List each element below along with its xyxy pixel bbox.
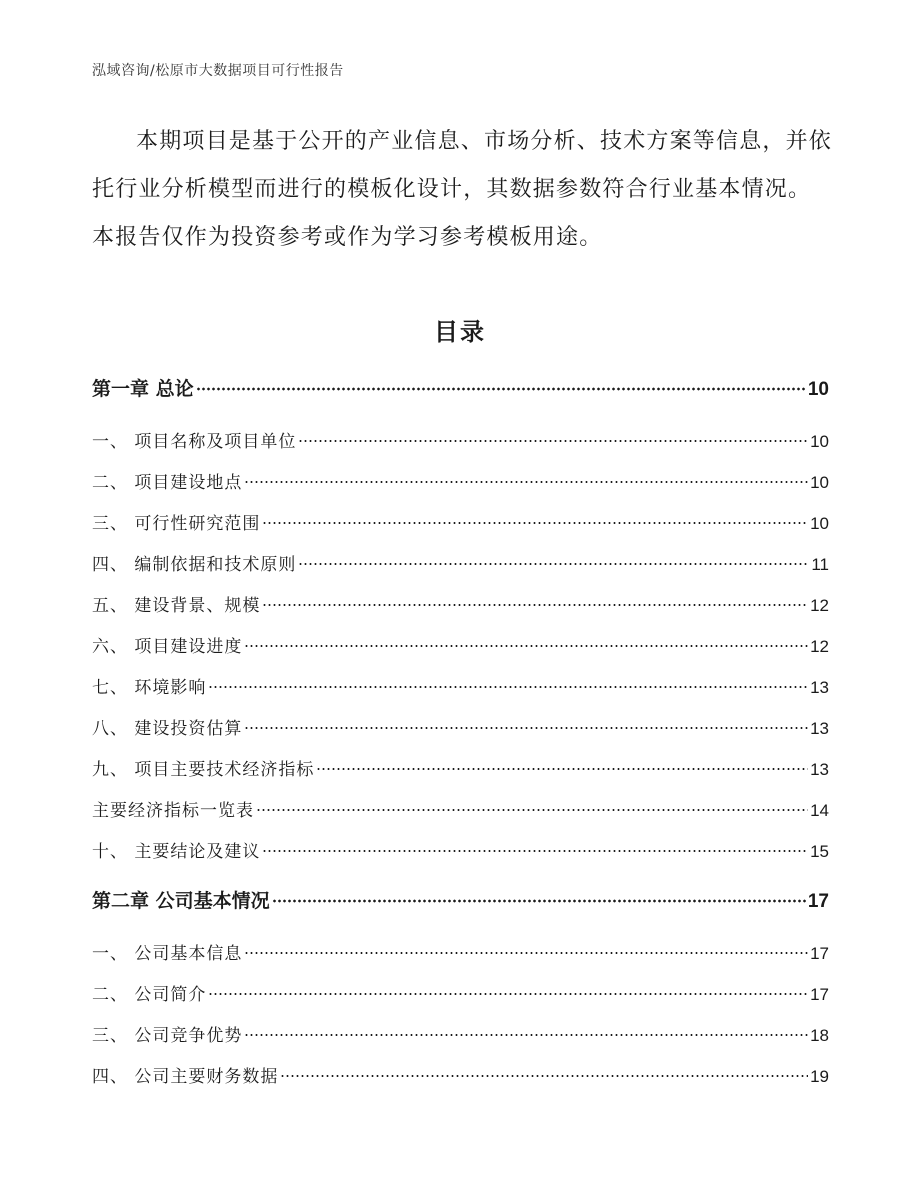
toc-leader-dots: [244, 644, 808, 648]
toc-leader-dots: [208, 992, 808, 996]
toc-entry-page: 19: [810, 1067, 829, 1086]
toc-entry-label: 第一章 总论: [92, 378, 194, 400]
toc-leader-dots: [298, 562, 809, 566]
toc-entry-label: 七、 环境影响: [92, 678, 207, 698]
toc-entry[interactable]: [92, 427, 829, 452]
toc-entry-label: 四、 公司主要财务数据: [92, 1067, 279, 1087]
toc-leader-dots: [244, 951, 808, 955]
toc-entry-label: 一、 公司基本信息: [92, 944, 243, 964]
toc-entry-label: 三、 可行性研究范围: [92, 514, 261, 534]
toc-entry[interactable]: [92, 550, 829, 575]
toc-entry[interactable]: [92, 1021, 829, 1046]
page-header: 泓域咨询/松原市大数据项目可行性报告: [92, 63, 344, 79]
toc-entry-label: 主要经济指标一览表: [92, 801, 254, 821]
toc-leader-dots: [272, 899, 806, 903]
toc-entry-page: 13: [810, 678, 829, 697]
toc-leader-dots: [262, 521, 808, 525]
intro-text: 本期项目是基于公开的产业信息、市场分析、技术方案等信息，并依托行业分析模型而进行的模板化设计，其数据参数符合行业基本情况。本报告仅作为投资参考或作为学习参考模板用途。: [92, 129, 833, 250]
toc-entry-page: 17: [810, 944, 829, 963]
toc-entry-label: 八、 建设投资估算: [92, 719, 243, 739]
toc-entry[interactable]: [92, 591, 829, 616]
toc-entry-page: 10: [810, 473, 829, 492]
toc-entry-label: 九、 项目主要技术经济指标: [92, 760, 315, 780]
toc-entry[interactable]: [92, 632, 829, 657]
toc-entry[interactable]: [92, 714, 829, 739]
toc-entry-label: 第二章 公司基本情况: [92, 890, 270, 912]
toc-leader-dots: [208, 685, 808, 689]
toc-leader-dots: [298, 439, 808, 443]
toc-entry-chapter-1[interactable]: [92, 374, 829, 401]
toc-entry-page: 10: [810, 514, 829, 533]
toc-entry-page: 10: [810, 432, 829, 451]
toc-entry-page: 12: [810, 637, 829, 656]
toc-entry-label: 六、 项目建设进度: [92, 637, 243, 657]
toc-entry[interactable]: [92, 468, 829, 493]
toc-entry[interactable]: [92, 837, 829, 862]
toc-entry-page: 12: [810, 596, 829, 615]
toc-entry[interactable]: [92, 939, 829, 964]
toc-leader-dots: [256, 808, 808, 812]
toc-entry-page: 11: [811, 555, 829, 574]
toc-entry[interactable]: [92, 755, 829, 780]
toc-leader-dots: [244, 726, 808, 730]
toc-leader-dots: [196, 387, 806, 391]
toc-entry[interactable]: [92, 980, 829, 1005]
toc-entry-page: 13: [810, 760, 829, 779]
toc-entry[interactable]: [92, 796, 829, 821]
intro-paragraph: [92, 118, 832, 262]
toc-entry-page: 15: [810, 842, 829, 861]
toc-entry-label: 五、 建设背景、规模: [92, 596, 261, 616]
toc-entry[interactable]: [92, 1062, 829, 1087]
toc-leader-dots: [316, 767, 808, 771]
toc-entry-chapter-2[interactable]: [92, 886, 829, 913]
toc-entry-page: 13: [810, 719, 829, 738]
toc-leader-dots: [262, 849, 808, 853]
toc-leader-dots: [262, 603, 808, 607]
toc-entry-page: 17: [810, 985, 829, 1004]
toc-entry-page: 10: [807, 379, 829, 400]
toc-entry-label: 二、 项目建设地点: [92, 473, 243, 493]
toc-leader-dots: [244, 480, 808, 484]
toc-entry-label: 二、 公司简介: [92, 985, 207, 1005]
toc-entry-page: 18: [810, 1026, 829, 1045]
toc-leader-dots: [280, 1074, 808, 1078]
toc-entry-label: 四、 编制依据和技术原则: [92, 555, 297, 575]
toc-title: 目录: [434, 318, 486, 346]
toc-entry-label: 十、 主要结论及建议: [92, 842, 261, 862]
toc-leader-dots: [244, 1033, 808, 1037]
toc-entry[interactable]: [92, 509, 829, 534]
toc-entry-page: 14: [810, 801, 829, 820]
toc-entry-label: 三、 公司竞争优势: [92, 1026, 243, 1046]
toc-entry-label: 一、 项目名称及项目单位: [92, 432, 297, 452]
toc-entry[interactable]: [92, 673, 829, 698]
toc-entry-page: 17: [807, 891, 829, 912]
